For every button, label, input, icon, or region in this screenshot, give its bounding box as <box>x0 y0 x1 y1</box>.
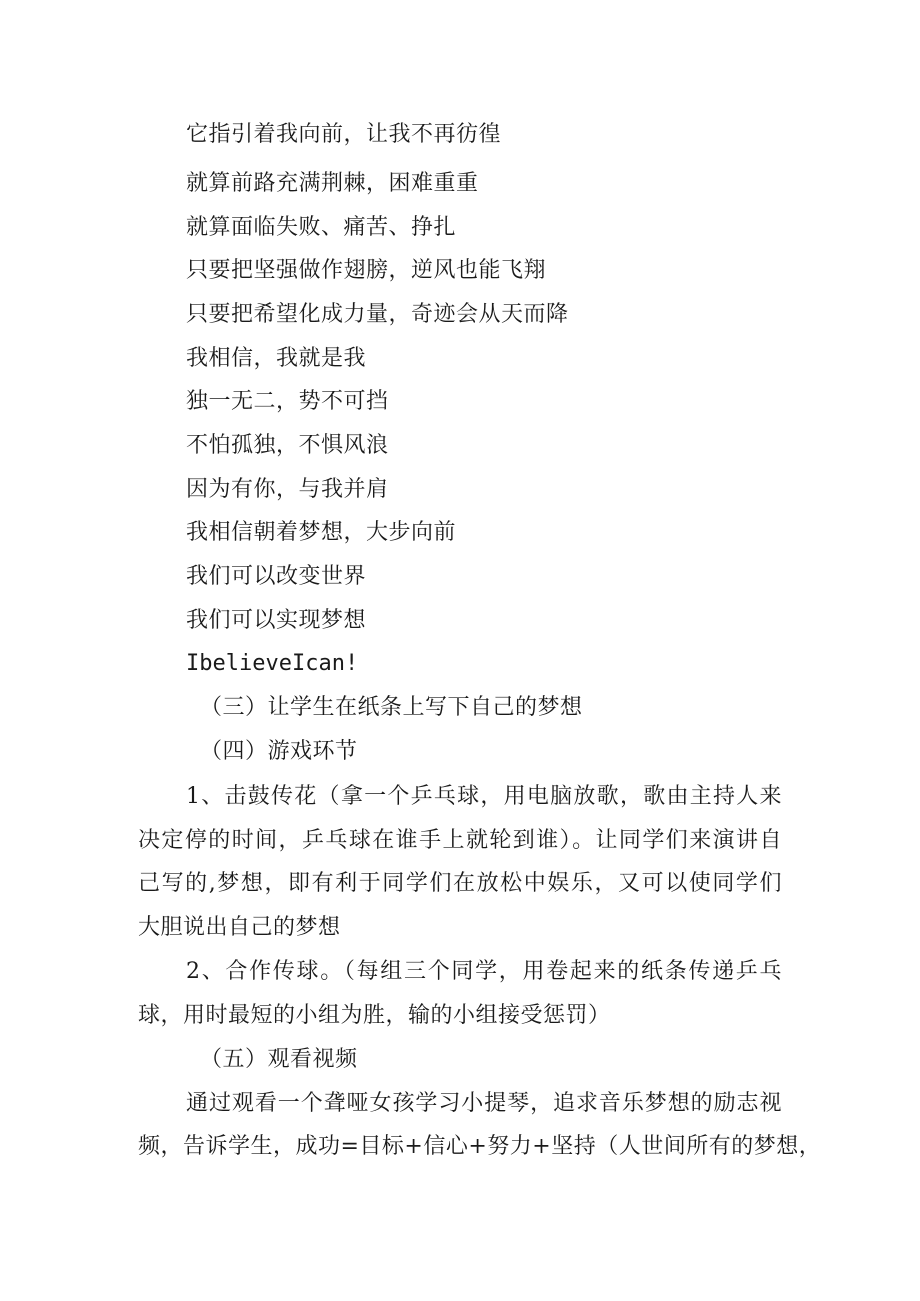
poem-line: 它指引着我向前，让我不再彷徨 <box>186 122 502 147</box>
poem-line: 因为有你，与我并肩 <box>186 477 389 502</box>
paragraph-line: 球，用时最短的小组为胜，输的小组接受惩罚） <box>138 1003 611 1028</box>
paragraph-line: 2、合作传球。（每组三个同学，用卷起来的纸条传递乒乓 <box>186 959 782 984</box>
poem-line: 只要把希望化成力量，奇迹会从天而降 <box>186 302 569 327</box>
poem-line: 独一无二，势不可挡 <box>186 389 389 414</box>
poem-line: 我相信，我就是我 <box>186 346 367 371</box>
poem-line: 就算面临失败、痛苦、挣扎 <box>186 215 457 240</box>
section-heading: （四）游戏环节 <box>200 739 358 764</box>
paragraph-line: 决定停的时间，乒乓球在谁手上就轮到谁）。让同学们来演讲自 <box>138 828 782 853</box>
poem-line: 我们可以实现梦想 <box>186 608 367 633</box>
section-heading: （三）让学生在纸条上写下自己的梦想 <box>200 695 583 720</box>
poem-line: 我相信朝着梦想，大步向前 <box>186 520 457 545</box>
poem-line: IbelieveIcan! <box>186 651 359 676</box>
poem-line: 我们可以改变世界 <box>186 564 367 589</box>
paragraph-line: 大胆说出自己的梦想 <box>138 915 341 940</box>
poem-line: 不怕孤独，不惧风浪 <box>186 433 389 458</box>
paragraph-line: 频，告诉学生，成功=目标+信心+努力+坚持（人世间所有的梦想， <box>138 1134 822 1159</box>
paragraph-line: 己写的,梦想，即有利于同学们在放松中娱乐，又可以使同学们 <box>138 871 782 896</box>
poem-line: 就算前路充满荆棘，困难重重 <box>186 171 479 196</box>
section-heading: （五）观看视频 <box>200 1047 358 1072</box>
paragraph-line: 1、击鼓传花（拿一个乒乓球，用电脑放歌，歌由主持人来 <box>186 784 782 809</box>
poem-line: 只要把坚强做作翅膀，逆风也能飞翔 <box>186 258 547 283</box>
paragraph-line: 通过观看一个聋哑女孩学习小提琴，追求音乐梦想的励志视 <box>186 1091 782 1116</box>
